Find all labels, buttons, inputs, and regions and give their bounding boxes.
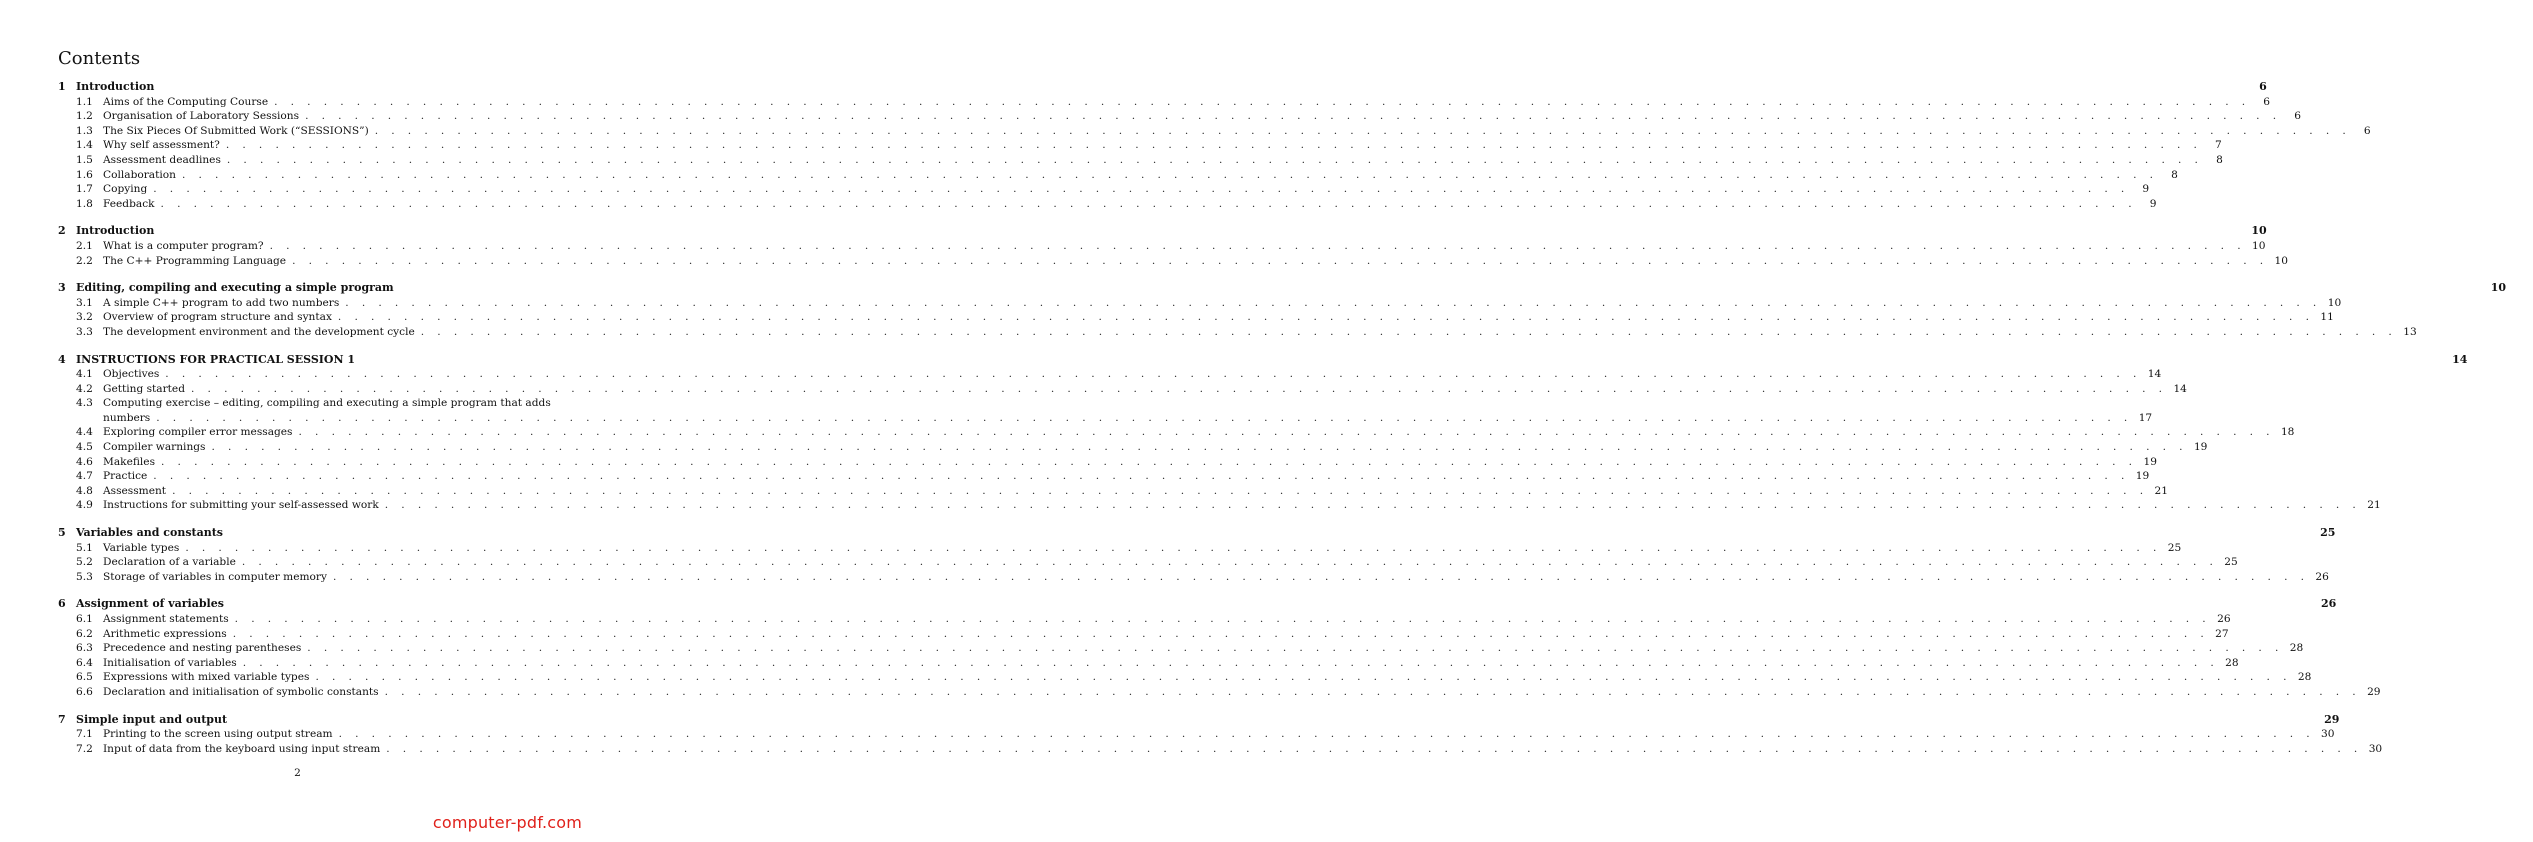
entry-title: Objectives	[103, 368, 160, 381]
toc-section-entry[interactable]	[58, 382, 2187, 397]
entry-page-number: 13	[2403, 325, 2417, 338]
entry-number: 7.1	[76, 728, 93, 741]
entry-number: 6.4	[76, 656, 93, 669]
entry-page-number: 27	[2215, 627, 2229, 640]
toc-section-entry[interactable]	[58, 367, 2162, 382]
entry-page-number: 14	[2173, 382, 2187, 395]
dot-leader: . . . . . . . . . . . . . . . . . . . . . . . . . . . . . . . . . . . . . . . . . . . . . . . . . . . . . . . . . . . . . . . . . . . . . . . . . . . . . . . . . . . . . . . . . . . . . . . . . . . . . . . . . . . . . . . . . . . . . . . .	[292, 254, 2269, 267]
dot-leader: . . . . . . . . . . . . . . . . . . . . . . . . . . . . . . . . . . . . . . . . . . . . . . . . . . . . . . . . . . . . . . . . . . . . . . . . . . . . . . . . . . . . . . . . . . . . . . . . . . . . . . . . . . . . . . . . . . . . . . . .	[234, 613, 2211, 625]
toc-section-entry[interactable]	[58, 124, 2371, 139]
toc-section-entry[interactable]	[58, 138, 2222, 153]
toc-chapter-entry[interactable]	[58, 281, 2507, 296]
dot-leader: . . . . . . . . . . . . . . . . . . . . . . . . . . . . . . . . . . . . . . . . . . . . . . . . . . . . . . . . . . . . . . . . . . . . . . . . . . . . . . . . . . . . . . . . . . . . . . . . . . . . . . . . . . . . . . . . . . . . . . . .	[161, 455, 2137, 468]
entry-title: Variables and constants	[76, 526, 223, 540]
entry-number: 6.3	[76, 642, 93, 655]
toc-section-entry[interactable]	[58, 570, 2329, 585]
entry-title: Assessment	[103, 484, 167, 497]
entry-number: 5	[58, 526, 66, 540]
entry-title: Assignment of variables	[76, 597, 224, 611]
dot-leader: . . . . . . . . . . . . . . . . . . . . . . . . . . . . . . . . . . . . . . . . . . . . . . . . . . . . . . . . . . . . . . . . . . . . . . . . . . . . . . . . . . . . . . . . . . . . . . . . . . . . . . . . . . . . . . . . . . . . . . . .	[315, 671, 2292, 684]
toc-chapter-entry[interactable]	[58, 597, 2337, 612]
toc-section-entry[interactable]	[58, 440, 2208, 455]
entry-number: 1.2	[76, 110, 93, 123]
entry-page-number: 19	[2143, 455, 2157, 468]
entry-page-number: 8	[2216, 153, 2223, 166]
entry-title: Expressions with mixed variable types	[103, 671, 310, 684]
chapter-block	[58, 526, 2336, 584]
dot-leader: . . . . . . . . . . . . . . . . . . . . . . . . . . . . . . . . . . . . . . . . . . . . . . . . . . . . . . . . . . . . . . . . . . . . . . . . . . . . . . . . . . . . . . . . . . . . . . . . . . . . . . . . . . . . . . . . . . . . . . . .	[274, 95, 2251, 108]
dot-leader: . . . . . . . . . . . . . . . . . . . . . . . . . . . . . . . . . . . . . . . . . . . . . . . . . . . . . . . . . . . . . . . . . . . . . . . . . . . . . . . . . . . . . . . . . . . . . . . . . . . . . . . . . . . . . . . . . . . . . . . .	[332, 570, 2309, 583]
toc-section-entry-continued[interactable]	[58, 411, 2153, 426]
entry-number: 4.1	[76, 368, 93, 381]
toc-section-entry[interactable]	[58, 310, 2334, 325]
entry-page-number: 28	[2225, 656, 2239, 669]
dot-leader: . . . . . . . . . . . . . . . . . . . . . . . . . . . . . . . . . . . . . . . . . . . . . . . . . . . . . . . . . . . . . . . . . . . . . . . . . . . . . . . . . . . . . . . . . . . . . . . . . . . . . . . . . . . . . . . . . . . . . . . .	[305, 110, 2281, 123]
entry-title: The Six Pieces Of Submitted Work (“SESSIONS”)	[103, 124, 369, 137]
entry-number: 7	[58, 712, 66, 726]
entry-title: Aims of the Computing Course	[103, 95, 269, 108]
toc-section-entry[interactable]	[58, 727, 2335, 742]
entry-number: 4.3	[76, 397, 93, 410]
toc-section-entry[interactable]	[58, 182, 2150, 197]
entry-page-number: 6	[2263, 95, 2271, 108]
chapter-block	[58, 281, 2507, 339]
toc-section-entry[interactable]	[58, 254, 2289, 269]
toc-section-entry[interactable]	[58, 455, 2157, 470]
dot-leader: . . . . . . . . . . . . . . . . . . . . . . . . . . . . . . . . . . . . . . . . . . . . . . . . . . . . . . . . . . . . . . . . . . . . . . . . . . . . . . . . . . . . . . . . . . . . . . . . . . . . . . . . . . . . . . . . . . . . . . . .	[185, 541, 2162, 554]
dot-leader: . . . . . . . . . . . . . . . . . . . . . . . . . . . . . . . . . . . . . . . . . . . . . . . . . . . . . . . . . . . . . . . . . . . . . . . . . . . . . . . . . . . . . . . . . . . . . . . . . . . . . . . . . . . . . . . . . . . . . . . .	[269, 239, 2246, 252]
entry-title: Declaration and initialisation of symbolic constants	[103, 685, 379, 698]
entry-title: Getting started	[103, 382, 185, 395]
entry-title: Precedence and nesting parentheses	[103, 642, 302, 655]
entry-number: 4.7	[76, 470, 93, 483]
contents-heading: Contents	[58, 48, 141, 69]
dot-leader: . . . . . . . . . . . . . . . . . . . . . . . . . . . . . . . . . . . . . . . . . . . . . . . . . . . . . . . . . . . . . . . . . . . . . . . . . . . . . . . . . . . . . . . . . . . . . . . . . . . . . . . . . . . . . . . . . . . . . . . .	[242, 656, 2219, 669]
toc-section-entry[interactable]	[58, 239, 2266, 254]
entry-number: 3	[58, 281, 66, 295]
dot-leader: . . . . . . . . . . . . . . . . . . . . . . . . . . . . . . . . . . . . . . . . . . . . . . . . . . . . . . . . . . . . . . . . . . . . . . . . . . . . . . . . . . . . . . . . . . . . . . . . . . . . . . . . . . . . . . . . . . . . . . . .	[307, 642, 2284, 655]
entry-number: 4.9	[76, 499, 93, 512]
dot-leader: . . . . . . . . . . . . . . . . . . . . . . . . . . . . . . . . . . . . . . . . . . . . . . . . . . . . . . . . . . . . . . . . . . . . . . . . . . . . . . . . . . . . . . . . . . . . . . . . . . . . . . . . . . . . . . . . . . . . . . . .	[226, 153, 2203, 166]
entry-number: 4.4	[76, 426, 93, 439]
toc-chapter-entry[interactable]	[58, 712, 2340, 728]
entry-number: 6.5	[76, 671, 93, 684]
toc-section-entry[interactable]	[58, 641, 2304, 656]
toc-section-entry[interactable]	[58, 425, 2295, 440]
toc-section-entry[interactable]	[58, 396, 554, 411]
entry-page-number: 14	[2147, 368, 2162, 381]
toc-chapter-entry[interactable]	[58, 526, 2336, 541]
entry-page-number: 8	[2171, 168, 2178, 181]
toc-section-entry[interactable]	[58, 484, 2168, 499]
entry-title: Why self assessment?	[103, 139, 220, 152]
entry-title: Printing to the screen using output stream	[103, 728, 333, 741]
dot-leader: . . . . . . . . . . . . . . . . . . . . . . . . . . . . . . . . . . . . . . . . . . . . . . . . . . . . . . . . . . . . . . . . . . . . . . . . . . . . . . . . . . . . . . . . . . . . . . . . . . . . . . . . . . . . . . . . . . . . . . . .	[298, 426, 2275, 439]
dot-leader: . . . . . . . . . . . . . . . . . . . . . . . . . . . . . . . . . . . . . . . . . . . . . . . . . . . . . . . . . . . . . . . . . . . . . . . . . . . . . . . . . . . . . . . . . . . . . . . . . . . . . . . . . . . . . . . . . . . . . . . .	[384, 499, 2361, 512]
entry-number: 4.8	[76, 484, 93, 497]
entry-number: 4.2	[76, 382, 93, 395]
entry-number: 4.5	[76, 441, 93, 454]
dot-leader: . . . . . . . . . . . . . . . . . . . . . . . . . . . . . . . . . . . . . . . . . . . . . . . . . . . . . . . . . . . . . . . . . . . . . . . . . . . . . . . . . . . . . . . . . . . . . . . . . . . . . . . . . . . . . . . . . . . . . . . .	[374, 124, 2351, 137]
entry-number: 1.7	[76, 183, 93, 196]
entry-page-number: 29	[2367, 685, 2381, 698]
entry-title: Exploring compiler error messages	[103, 426, 293, 439]
entry-number: 1.8	[76, 197, 93, 210]
watermark-logo: computer-pdf.com	[432, 813, 582, 832]
toc-section-entry[interactable]	[58, 612, 2231, 627]
entry-number: 1.6	[76, 168, 93, 181]
entry-title: Organisation of Laboratory Sessions	[103, 110, 300, 123]
toc-section-entry[interactable]	[58, 555, 2238, 570]
dot-leader: . . . . . . . . . . . . . . . . . . . . . . . . . . . . . . . . . . . . . . . . . . . . . . . . . . . . . . . . . . . . . . . . . . . . . . . . . . . . . . . . . . . . . . . . . . . . . . . . . . . . . . . . . . . . . . . . . . . . . . . .	[225, 139, 2202, 152]
entry-number: 1.5	[76, 153, 93, 166]
chapter-block	[58, 712, 2383, 757]
entry-title: Overview of program structure and syntax	[103, 311, 332, 324]
dot-leader: . . . . . . . . . . . . . . . . . . . . . . . . . . . . . . . . . . . . . . . . . . . . . . . . . . . . . . . . . . . . . . . . . . . . . . . . . . . . . . . . . . . . . . . . . . . . . . . . . . . . . . . . . . . . . . . . . . . . . . . .	[337, 311, 2314, 324]
entry-page-number: 29	[2324, 712, 2340, 726]
toc-section-entry[interactable]	[58, 168, 2178, 183]
toc-section-entry[interactable]	[58, 742, 2383, 757]
entry-title: Arithmetic expressions	[103, 627, 227, 640]
entry-page-number: 28	[2297, 671, 2312, 684]
dot-leader: . . . . . . . . . . . . . . . . . . . . . . . . . . . . . . . . . . . . . . . . . . . . . . . . . . . . . . . . . . . . . . . . . . . . . . . . . . . . . . . . . . . . . . . . . . . . . . . . . . . . . . . . . . . . . . . . . . . . . . . .	[386, 742, 2363, 755]
toc-section-entry[interactable]	[58, 296, 2342, 311]
entry-page-number: 9	[2149, 197, 2157, 210]
entry-page-number: 11	[2320, 311, 2334, 324]
dot-leader: . . . . . . . . . . . . . . . . . . . . . . . . . . . . . . . . . . . . . . . . . . . . . . . . . . . . . . . . . . . . . . . . . . . . . . . . . . . . . . . . . . . . . . . . . . . . . . . . . . . . . . . . . . . . . . . . . . . . . . . .	[172, 484, 2148, 497]
entry-page-number: 10	[2327, 296, 2342, 309]
dot-leader: . . . . . . . . . . . . . . . . . . . . . . . . . . . . . . . . . . . . . . . . . . . . . . . . . . . . . . . . . . . . . . . . . . . . . . . . . . . . . . . . . . . . . . . . . . . . . . . . . . . . . . . . . . . . . . . . . . . . . . . .	[153, 470, 2130, 483]
entry-number: 6	[58, 597, 66, 611]
entry-title: Assessment deadlines	[103, 153, 221, 166]
entry-number: 3.3	[76, 325, 93, 338]
dot-leader: . . . . . . . . . . . . . . . . . . . . . . . . . . . . . . . . . . . . . . . . . . . . . . . . . . . . . . . . . . . . . . . . . . . . . . . . . . . . . . . . . . . . . . . . . . . . . . . . . . . . . . . . . . . . . . . . . . . . . . . .	[160, 197, 2137, 210]
dot-leader: . . . . . . . . . . . . . . . . . . . . . . . . . . . . . . . . . . . . . . . . . . . . . . . . . . . . . . . . . . . . . . . . . . . . . . . . . . . . . . . . . . . . . . . . . . . . . . . . . . . . . . . . . . . . . . . . . . . . . . . .	[165, 368, 2142, 381]
toc-section-entry[interactable]	[58, 325, 2417, 340]
toc-section-entry[interactable]	[58, 197, 2157, 212]
dot-leader: . . . . . . . . . . . . . . . . . . . . . . . . . . . . . . . . . . . . . . . . . . . . . . . . . . . . . . . . . . . . . . . . . . . . . . . . . . . . . . . . . . . . . . . . . . . . . . . . . . . . . . . . . . . . . . . . . . . . . . . .	[156, 411, 2133, 424]
entry-page-number: 25	[2224, 556, 2238, 569]
entry-page-number: 30	[2368, 742, 2383, 755]
dot-leader: . . . . . . . . . . . . . . . . . . . . . . . . . . . . . . . . . . . . . . . . . . . . . . . . . . . . . . . . . . . . . . . . . . . . . . . . . . . . . . . . . . . . . . . . . . . . . . . . . . . . . . . . . . . . . . . . . . . . . . . .	[181, 168, 2158, 181]
entry-number: 3.1	[76, 296, 93, 309]
entry-title: Collaboration	[103, 168, 176, 181]
entry-number: 4	[58, 352, 66, 366]
entry-page-number: 18	[2280, 426, 2295, 439]
entry-page-number: 28	[2289, 642, 2304, 655]
entry-page-number: 21	[2367, 499, 2381, 512]
toc-section-entry[interactable]	[58, 541, 2182, 556]
entry-page-number: 14	[2452, 352, 2468, 366]
toc-section-entry[interactable]	[58, 153, 2223, 168]
entry-number: 2.2	[76, 254, 93, 267]
entry-number: 2.1	[76, 239, 93, 252]
entry-title: Storage of variables in computer memory	[103, 570, 327, 583]
toc-section-entry[interactable]	[58, 469, 2150, 484]
toc-section-entry[interactable]	[58, 670, 2312, 685]
entry-number: 1.3	[76, 124, 93, 137]
entry-number: 6.6	[76, 685, 93, 698]
entry-number: 4.6	[76, 455, 93, 468]
entry-title: Introduction	[76, 224, 155, 238]
entry-title: The C++ Programming Language	[103, 254, 287, 267]
toc-section-entry[interactable]	[58, 656, 2239, 671]
dot-leader: . . . . . . . . . . . . . . . . . . . . . . . . . . . . . . . . . . . . . . . . . . . . . . . . . . . . . . . . . . . . . . . . . . . . . . . . . . . . . . . . . . . . . . . . . . . . . . . . . . . . . . . . . . . . . . . . . . . . . . . .	[241, 556, 2218, 569]
entry-title: Feedback	[103, 197, 155, 210]
entry-number: 1.4	[76, 139, 93, 152]
entry-title: Declaration of a variable	[103, 556, 236, 569]
entry-page-number: 19	[2193, 441, 2208, 454]
entry-page-number: 30	[2321, 728, 2335, 741]
chapter-block	[58, 352, 2468, 514]
entry-page-number: 26	[2315, 570, 2329, 583]
entry-number: 1.1	[76, 95, 93, 108]
entry-page-number: 25	[2320, 526, 2336, 540]
entry-title: Assignment statements	[103, 613, 229, 625]
table-of-contents	[58, 80, 2507, 756]
entry-page-number: 21	[2154, 484, 2168, 497]
entry-title: A simple C++ program to add two numbers	[103, 296, 340, 309]
entry-title: INSTRUCTIONS FOR PRACTICAL SESSION 1	[76, 352, 356, 366]
entry-title: Input of data from the keyboard using input stream	[103, 742, 381, 755]
toc-chapter-entry[interactable]	[58, 352, 2468, 368]
entry-page-number: 6	[2294, 110, 2301, 123]
entry-page-number: 6	[2259, 80, 2267, 93]
toc-section-entry[interactable]	[58, 498, 2381, 513]
chapter-block	[58, 224, 2289, 268]
entry-number: 6.1	[76, 613, 93, 625]
entry-page-number: 10	[2251, 224, 2267, 238]
dot-leader: . . . . . . . . . . . . . . . . . . . . . . . . . . . . . . . . . . . . . . . . . . . . . . . . . . . . . . . . . . . . . . . . . . . . . . . . . . . . . . . . . . . . . . . . . . . . . . . . . . . . . . . . . . . . . . . . . . . . . . . .	[211, 441, 2188, 454]
entry-title: Practice	[103, 470, 148, 483]
entry-number: 7.2	[76, 742, 93, 755]
entry-title: Introduction	[76, 80, 155, 93]
toc-section-entry[interactable]	[58, 95, 2271, 110]
dot-leader: . . . . . . . . . . . . . . . . . . . . . . . . . . . . . . . . . . . . . . . . . . . . . . . . . . . . . . . . . . . . . . . . . . . . . . . . . . . . . . . . . . . . . . . . . . . . . . . . . . . . . . . . . . . . . . . . . . . . . . . .	[232, 627, 2209, 640]
entry-page-number: 25	[2167, 541, 2182, 554]
entry-number: 3.2	[76, 311, 93, 324]
entry-page-number: 26	[2217, 613, 2231, 625]
entry-title: numbers	[103, 411, 151, 424]
toc-chapter-entry[interactable]	[58, 80, 2267, 95]
entry-number: 1	[58, 80, 66, 93]
entry-page-number: 19	[2135, 470, 2150, 483]
dot-leader: . . . . . . . . . . . . . . . . . . . . . . . . . . . . . . . . . . . . . . . . . . . . . . . . . . . . . . . . . . . . . . . . . . . . . . . . . . . . . . . . . . . . . . . . . . . . . . . . . . . . . . . . . . . . . . . . . . . . . . . .	[191, 382, 2167, 395]
page-number: 2	[294, 767, 301, 779]
entry-page-number: 10	[2252, 239, 2266, 252]
entry-number: 5.1	[76, 541, 93, 554]
entry-title: Simple input and output	[76, 712, 228, 726]
entry-number: 6.2	[76, 627, 93, 640]
entry-page-number: 6	[2363, 124, 2371, 137]
toc-section-entry[interactable]	[58, 627, 2229, 642]
toc-section-entry[interactable]	[58, 109, 2301, 124]
entry-number: 5.2	[76, 556, 93, 569]
entry-title: Initialisation of variables	[103, 656, 237, 669]
entry-page-number: 10	[2274, 254, 2289, 267]
chapter-block	[58, 597, 2381, 699]
entry-title: What is a computer program?	[103, 239, 264, 252]
entry-page-number: 10	[2490, 281, 2507, 295]
toc-chapter-entry[interactable]	[58, 224, 2267, 239]
toc-section-entry[interactable]	[58, 685, 2381, 700]
entry-title: Compiler warnings	[103, 441, 206, 454]
dot-leader: . . . . . . . . . . . . . . . . . . . . . . . . . . . . . . . . . . . . . . . . . . . . . . . . . . . . . . . . . . . . . . . . . . . . . . . . . . . . . . . . . . . . . . . . . . . . . . . . . . . . . . . . . . . . . . . . . . . . . . . .	[420, 325, 2397, 338]
chapter-block	[58, 80, 2371, 211]
dot-leader: . . . . . . . . . . . . . . . . . . . . . . . . . . . . . . . . . . . . . . . . . . . . . . . . . . . . . . . . . . . . . . . . . . . . . . . . . . . . . . . . . . . . . . . . . . . . . . . . . . . . . . . . . . . . . . . . . . . . . . . .	[153, 183, 2130, 196]
entry-title: Variable types	[103, 541, 180, 554]
entry-page-number: 17	[2138, 411, 2153, 424]
entry-page-number: 9	[2142, 183, 2150, 196]
entry-title: The development environment and the development cycle	[103, 325, 415, 338]
dot-leader: . . . . . . . . . . . . . . . . . . . . . . . . . . . . . . . . . . . . . . . . . . . . . . . . . . . . . . . . . . . . . . . . . . . . . . . . . . . . . . . . . . . . . . . . . . . . . . . . . . . . . . . . . . . . . . . . . . . . . . . .	[384, 685, 2361, 698]
entry-page-number: 7	[2215, 139, 2222, 152]
entry-page-number: 26	[2320, 597, 2337, 611]
entry-title: Copying	[103, 183, 148, 196]
entry-title: Editing, compiling and executing a simple program	[76, 281, 394, 295]
dot-leader: . . . . . . . . . . . . . . . . . . . . . . . . . . . . . . . . . . . . . . . . . . . . . . . . . . . . . . . . . . . . . . . . . . . . . . . . . . . . . . . . . . . . . . . . . . . . . . . . . . . . . . . . . . . . . . . . . . . . . . . .	[345, 296, 2322, 309]
entry-number: 5.3	[76, 570, 93, 583]
entry-title: Instructions for submitting your self-assessed work	[103, 499, 379, 512]
dot-leader: . . . . . . . . . . . . . . . . . . . . . . . . . . . . . . . . . . . . . . . . . . . . . . . . . . . . . . . . . . . . . . . . . . . . . . . . . . . . . . . . . . . . . . . . . . . . . . . . . . . . . . . . . . . . . . . . . . . . . . . .	[338, 728, 2315, 741]
entry-number: 2	[58, 224, 66, 238]
entry-title: Makefiles	[103, 455, 156, 468]
entry-title: Computing exercise – editing, compiling and executing a simple program that adds	[103, 397, 551, 410]
